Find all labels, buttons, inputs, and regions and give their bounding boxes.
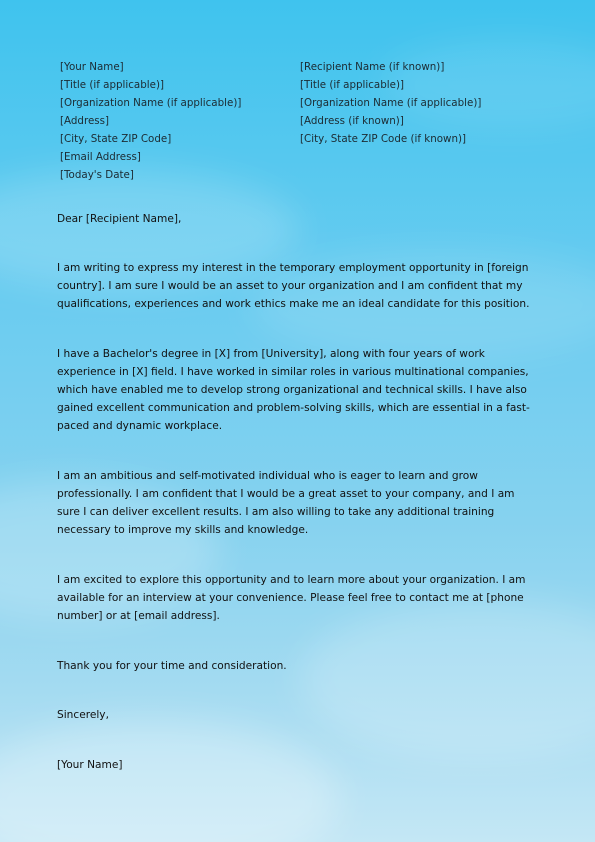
sender-city-state-zip: [City, State ZIP Code]: [60, 133, 172, 145]
paragraph-text: I am excited to explore this opportunity and to learn more about your organization. I am available for an interview at your convenience. Please feel free to contact me at [phone number] or at [email address].: [57, 574, 526, 622]
salutation-text: Dear [Recipient Name],: [57, 213, 182, 225]
thanks-text: Thank you for your time and consideration.: [57, 660, 287, 672]
sender-name: [Your Name]: [60, 61, 124, 73]
recipient-address: [Address (if known)]: [300, 115, 404, 127]
sender-address-block: [60, 58, 241, 184]
recipient-organization: [Organization Name (if applicable)]: [300, 97, 482, 109]
sender-title: [Title (if applicable)]: [60, 79, 164, 91]
closing-text: Sincerely,: [57, 709, 109, 721]
recipient-name: [Recipient Name (if known)]: [300, 61, 445, 73]
paragraph-text: I have a Bachelor's degree in [X] from [University], along with four years of work experience in [X] field. I have worked in similar roles in various multinational companies, which have enabled me to develop strong organizational and technical skills. I have also gained excellent communication and problem-solving skills, which are essential in a fast-paced and dynamic workplace.: [57, 348, 530, 432]
paragraph-4: [57, 571, 537, 625]
sender-email: [Email Address]: [60, 151, 141, 163]
paragraph-2: [57, 345, 537, 435]
recipient-city-state-zip: [City, State ZIP Code (if known)]: [300, 133, 467, 145]
thanks-line: [57, 657, 537, 675]
closing-line: [57, 706, 537, 724]
sender-organization: [Organization Name (if applicable)]: [60, 97, 242, 109]
sender-address: [Address]: [60, 115, 110, 127]
salutation: [57, 210, 537, 228]
paragraph-3: [57, 467, 537, 539]
sender-date: [Today's Date]: [60, 169, 134, 181]
recipient-address-block: [300, 58, 481, 148]
paragraph-text: I am an ambitious and self-motivated individual who is eager to learn and grow professionally. I am confident that I would be a great asset to your company, and I am sure I can deliver excellent results. I am also willing to take any additional training necessary to improve my skills and knowledge.: [57, 470, 515, 536]
paragraph-text: I am writing to express my interest in the temporary employment opportunity in [foreign country]. I am sure I would be an asset to your organization and I am confident that my qualifications, experiences and work ethics make me an ideal candidate for this position.: [57, 262, 530, 310]
paragraph-1: [57, 259, 537, 313]
signature-line: [57, 756, 537, 774]
signature-text: [Your Name]: [57, 759, 123, 771]
recipient-title: [Title (if applicable)]: [300, 79, 404, 91]
